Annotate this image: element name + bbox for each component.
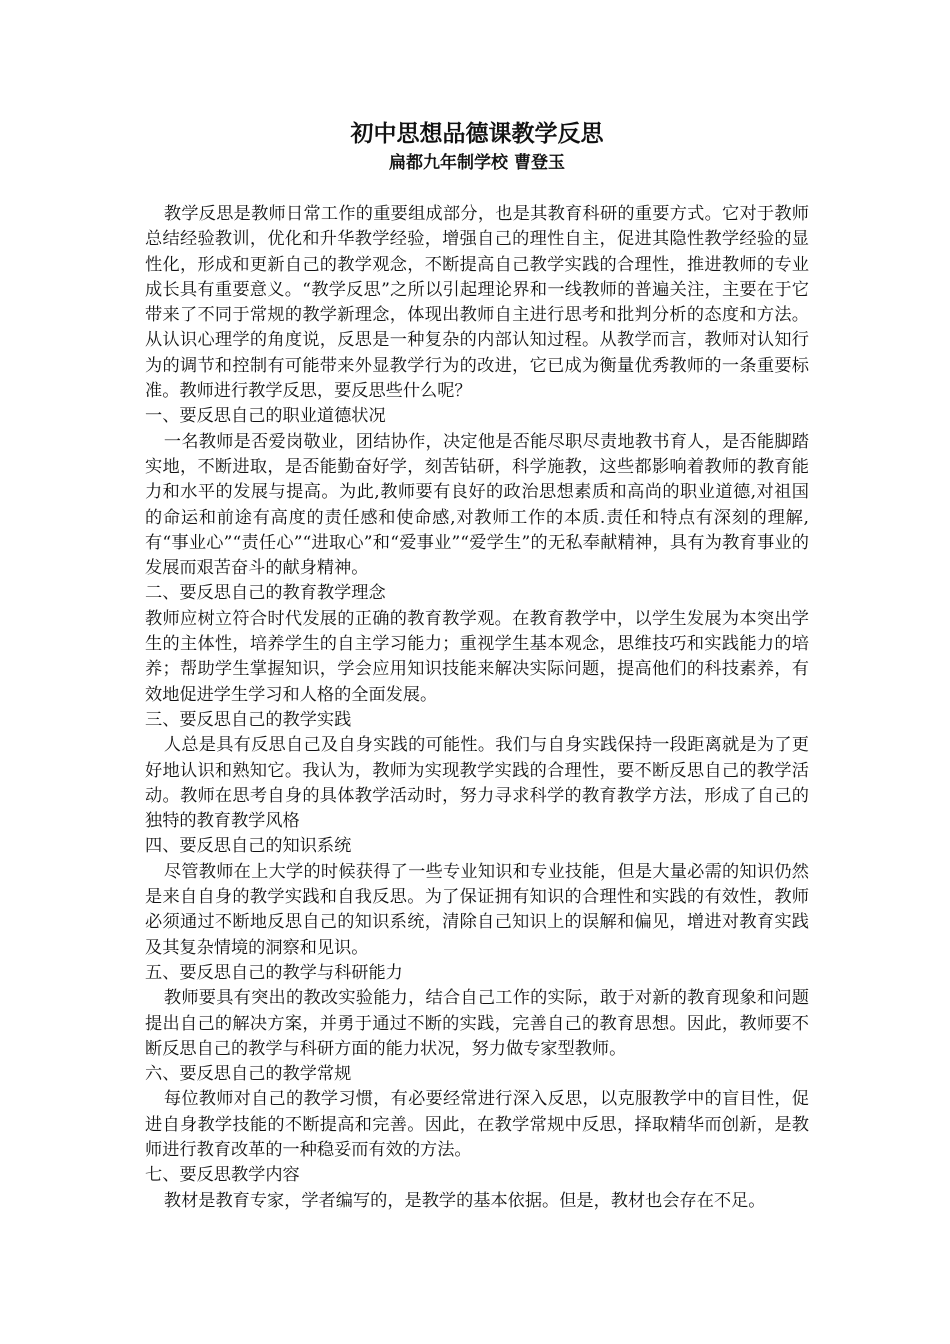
section-paragraph: 人总是具有反思自己及自身实践的可能性。我们与自身实践保持一段距离就是为了更好地认识和熟知它。我认为，教师为实现教学实践的合理性，要不断反思自己的教学活动。教师在思考自身的具体教学活动时，努力寻求科学的教育教学方法，形成了自己的独特的教育教学风格 bbox=[145, 735, 809, 832]
section-paragraph: 尽管教师在上大学的时候获得了一些专业知识和专业技能，但是大量必需的知识仍然是来自自身的教学实践和自我反思。为了保证拥有知识的合理性和实践的有效性，教师必须通过不断地反思自己的知识系统，清除自己知识上的误解和偏见，增进对教育实践及其复杂情境的洞察和见识。 bbox=[145, 861, 809, 958]
document-author-line: 扁都九年制学校 曹登玉 bbox=[389, 153, 565, 173]
section-heading: 七、要反思教学内容 bbox=[145, 1165, 300, 1186]
section-paragraph: 教师要具有突出的教改实验能力，结合自己工作的实际，敢于对新的教育现象和问题提出自己的解决方案，并勇于通过不断的实践，完善自己的教育思想。因此，教师要不断反思自己的教学与科研方面的能力状况，努力做专家型教师。 bbox=[145, 988, 809, 1059]
section-heading: 五、要反思自己的教学与科研能力 bbox=[145, 962, 403, 983]
section-heading: 六、要反思自己的教学常规 bbox=[145, 1064, 352, 1085]
section-heading: 一、要反思自己的职业道德状况 bbox=[145, 406, 386, 427]
section-heading: 三、要反思自己的教学实践 bbox=[145, 709, 352, 730]
document-page bbox=[145, 118, 809, 1214]
section-paragraph: 每位教师对自己的教学习惯，有必要经常进行深入反思，以克服教学中的盲目性，促进自身教学技能的不断提高和完善。因此，在教学常规中反思，择取精华而创新，是教师进行教育改革的一种稳妥而有效的方法。 bbox=[145, 1089, 809, 1160]
section-paragraph: 一名教师是否爱岗敬业，团结协作，决定他是否能尽职尽责地教书育人，是否能脚踏实地，不断进取，是否能勤奋好学，刻苦钻研，科学施教，这些都影响着教师的教育能力和水平的发展与提高。为此,教师要有良好的政治思想素质和高尚的职业道德,对祖国的命运和前途有高度的责任感和使命感,对教师工作的本质.责任和特点有深刻的理解,有“事业心”“责任心”“进取心”和“爱事业”“爱学生”的无私奉献精神，具有为教育事业的发展而艰苦奋斗的献身精神。 bbox=[145, 431, 809, 579]
section-heading: 二、要反思自己的教育教学理念 bbox=[145, 583, 386, 604]
document-body bbox=[145, 202, 809, 1214]
document-title: 初中思想品德课教学反思 bbox=[350, 120, 604, 147]
section-paragraph: 教材是教育专家，学者编写的，是教学的基本依据。但是，教材也会存在不足。 bbox=[163, 1190, 766, 1211]
intro-paragraph: 教学反思是教师日常工作的重要组成部分，也是其教育科研的重要方式。它对于教师总结经验教训，优化和升华教学经验，增强自己的理性自主，促进其隐性教学经验的显性化，形成和更新自己的教学观念，不断提高自己教学实践的合理性，推进教师的专业成长具有重要意义。“教学反思”之所以引起理论界和一线教师的普遍关注，主要在于它带来了不同于常规的教学新理念，体现出教师自主进行思考和批判分析的态度和方法。从认识心理学的角度说，反思是一种复杂的内部认知过程。从教学而言，教师对认知行为的调节和控制有可能带来外显教学行为的改进，它已成为衡量优秀教师的一条重要标准。教师进行教学反思，要反思些什么呢？ bbox=[145, 204, 809, 402]
section-paragraph: 教师应树立符合时代发展的正确的教育教学观。在教育教学中，以学生发展为本突出学生的主体性，培养学生的自主学习能力；重视学生基本观念，思维技巧和实践能力的培养；帮助学生掌握知识，学会应用知识技能来解决实际问题，提高他们的科技素养，有效地促进学生学习和人格的全面发展。 bbox=[145, 608, 809, 705]
section-heading: 四、要反思自己的知识系统 bbox=[145, 836, 352, 857]
